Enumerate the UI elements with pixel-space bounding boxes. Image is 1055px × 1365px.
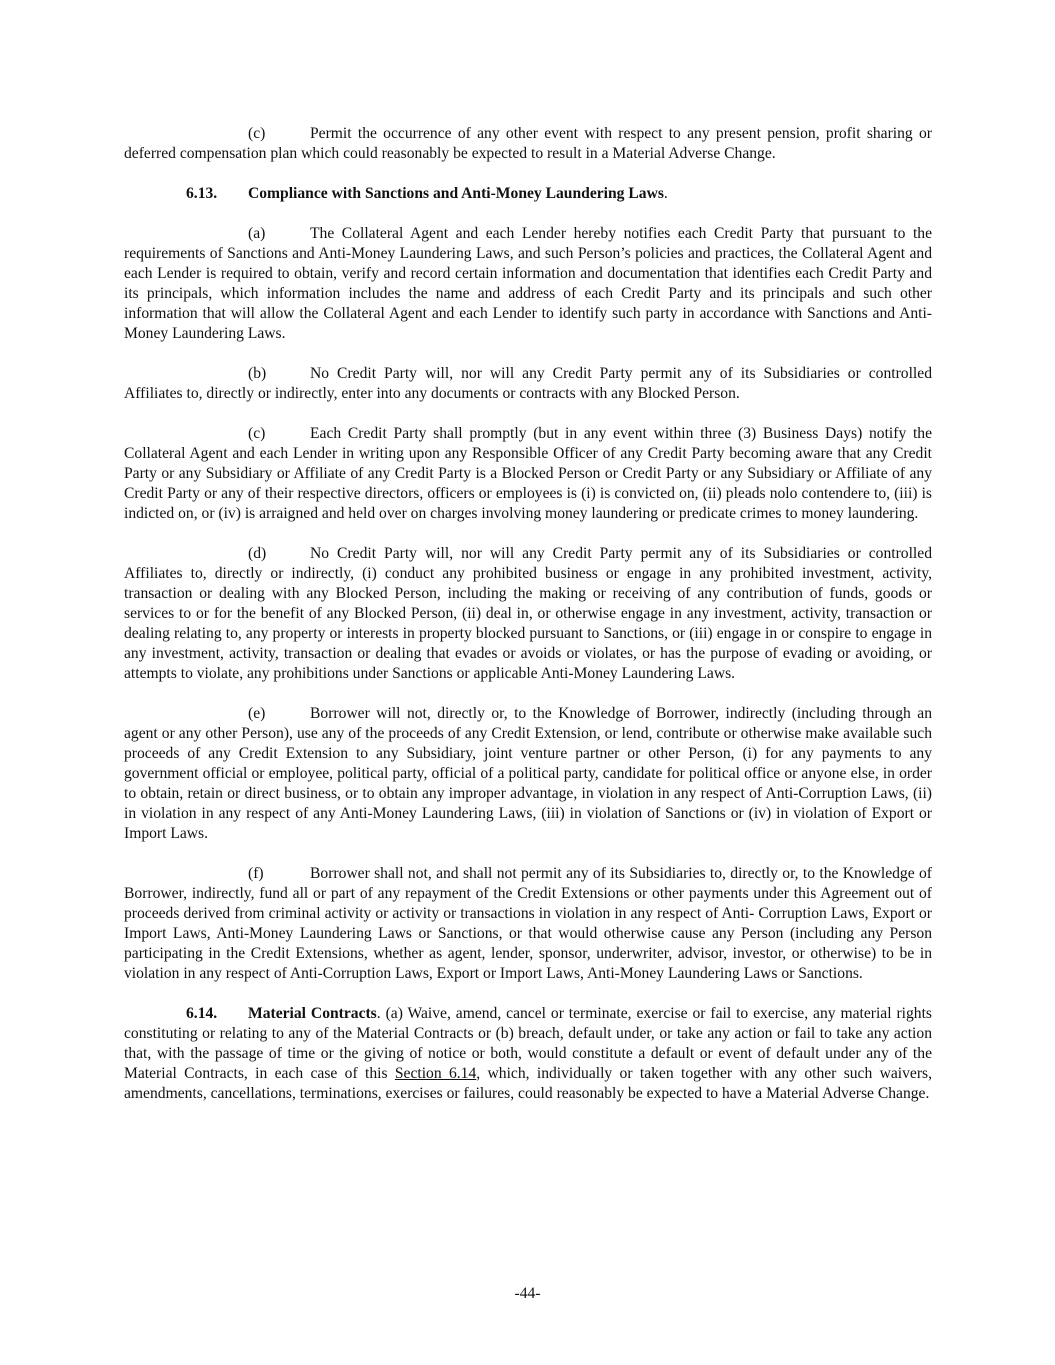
section-title-punct: . xyxy=(663,185,668,202)
paragraph-label: (a) xyxy=(248,225,266,242)
section-text-after: , which, individually or taken together with any other such waivers, amendments, cancellations, terminations, exercises or failures, could reasonably be expected to have a Material Adverse Change. xyxy=(124,1065,933,1102)
paragraph-a xyxy=(124,224,932,344)
page-number: -44- xyxy=(514,1285,541,1302)
paragraph-text: Borrower will not, directly or, to the Knowledge of Borrower, indirectly (including through an agent or any other Person), use any of the proceeds of any Credit Extension, or lend, contribute or otherwise make available such proceeds of any Credit Extension to any Subsidiary, joint venture partner or other Person, (i) for any payments to any government official or employee, political party, official of a political party, candidate for political office or anyone else, in order to obtain, retain or direct business, or to obtain any improper advantage, in violation in any respect of Anti-Corruption Laws, (ii) in violation in any respect of any Anti-Money Laundering Laws, (iii) in violation of Sanctions or (iv) in violation of Export or Import Laws. xyxy=(124,705,932,842)
paragraph-b xyxy=(124,364,932,404)
paragraph-label: (c) xyxy=(248,425,266,442)
section-number: 6.13. xyxy=(186,185,218,202)
paragraph-label: (e) xyxy=(248,705,266,722)
paragraph-e xyxy=(124,704,932,844)
section-text-before: . (a) Waive, amend, cancel or terminate, exercise or fail to exercise, any material rights constituting or relating to any of the Material Contracts or (b) breach, default under, or take any action or fail to take any action that, with the passage of time or the giving of notice or both, would constitute a default or event of default under any of the Material Contracts, in each case of this xyxy=(124,1005,932,1082)
section-title: Material Contracts xyxy=(248,1005,377,1022)
paragraph-text: Each Credit Party shall promptly (but in any event within three (3) Business Days) notify the Collateral Agent and each Lender in writing upon any Responsible Officer of any Credit Party becoming aware that any Credit Party or any Subsidiary or Affiliate of any Credit Party is a Blocked Person or Credit Party or any Subsidiary or Affiliate of any Credit Party or any of their respective directors, officers or employees is (i) is convicted on, (ii) pleads nolo contendere to, (iii) is indicted on, or (iv) is arraigned and held over on charges involving money laundering or predicate crimes to money laundering. xyxy=(124,425,932,522)
paragraph-c-pension xyxy=(124,124,932,164)
section-6-14 xyxy=(124,1004,932,1104)
paragraph-text: Permit the occurrence of any other event with respect to any present pension, profit sharing or deferred compensation plan which could reasonably be expected to result in a Material Adverse Change. xyxy=(124,125,932,162)
section-reference-link: Section 6.14 xyxy=(394,1065,477,1082)
section-number: 6.14. xyxy=(186,1005,218,1022)
paragraph-label: (d) xyxy=(248,545,267,562)
paragraph-d xyxy=(124,544,932,684)
paragraph-text: Borrower shall not, and shall not permit any of its Subsidiaries to, directly or, to the Knowledge of Borrower, indirectly, fund all or part of any repayment of the Credit Extensions or other payments under this Agreement out of proceeds derived from criminal activity or activity or transactions in violation in any respect of Anti- Corruption Laws, Export or Import Laws, Anti-Money Laundering Laws or Sanctions, or that would otherwise cause any Person (including any Person participating in the Credit Extensions, whether as agent, lender, sponsor, underwriter, advisor, investor, or otherwise) to be in violation in any respect of Anti-Corruption Laws, Export or Import Laws, Anti-Money Laundering Laws or Sanctions. xyxy=(124,865,932,982)
section-6-13-heading xyxy=(124,184,932,204)
paragraph-label: (c) xyxy=(248,125,266,142)
paragraph-label: (f) xyxy=(248,865,264,882)
paragraph-text: The Collateral Agent and each Lender hereby notifies each Credit Party that pursuant to the requirements of Sanctions and Anti-Money Laundering Laws, and such Person’s policies and practices, the Collateral Agent and each Lender is required to obtain, verify and record certain information and documentation that identifies each Credit Party and its principals, which information includes the name and address of each Credit Party and its principals and such other information that will allow the Collateral Agent and each Lender to identify such party in accordance with Sanctions and Anti-Money Laundering Laws. xyxy=(124,225,932,342)
paragraph-text: No Credit Party will, nor will any Credit Party permit any of its Subsidiaries or controlled Affiliates to, directly or indirectly, enter into any documents or contracts with any Blocked Person. xyxy=(124,365,932,402)
section-title: Compliance with Sanctions and Anti-Money Laundering Laws xyxy=(248,185,664,202)
paragraph-text: No Credit Party will, nor will any Credit Party permit any of its Subsidiaries or controlled Affiliates to, directly or indirectly, (i) conduct any prohibited business or engage in any prohibited investment, activity, transaction or dealing with any Blocked Person, including the making or receiving of any contribution of funds, goods or services to or for the benefit of any Blocked Person, (ii) deal in, or otherwise engage in any investment, activity, transaction or dealing relating to, any property or interests in property blocked pursuant to Sanctions, or (iii) engage in or conspire to engage in any investment, activity, transaction or dealing that evades or avoids or violates, or has the purpose of evading or avoiding, or attempts to violate, any prohibitions under Sanctions or applicable Anti-Money Laundering Laws. xyxy=(124,545,932,682)
document-page xyxy=(124,124,932,1124)
paragraph-label: (b) xyxy=(248,365,267,382)
paragraph-c xyxy=(124,424,932,524)
paragraph-f xyxy=(124,864,932,984)
